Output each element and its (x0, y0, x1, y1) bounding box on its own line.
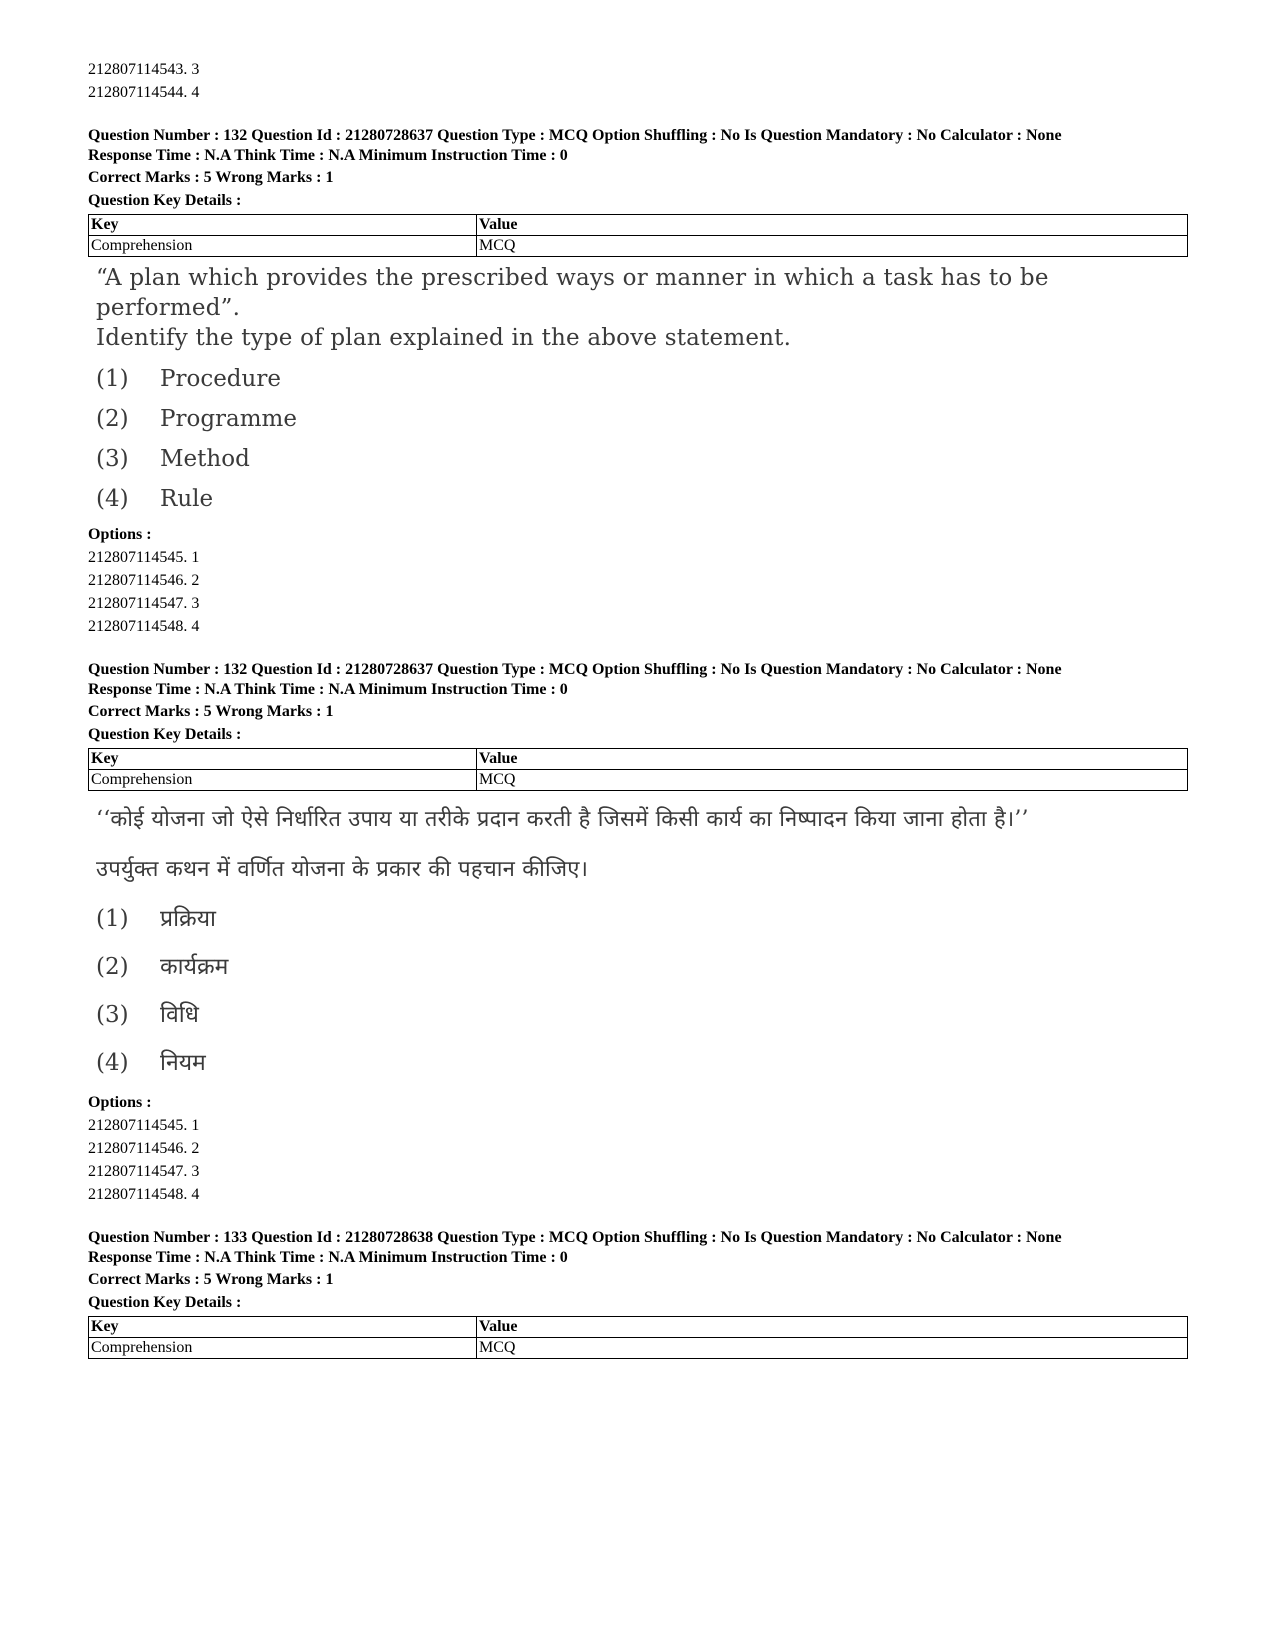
value-header: Value (477, 1317, 1188, 1338)
choice-text: प्रक्रिया (160, 906, 217, 932)
statement-line: उपर्युक्त कथन में वर्णित योजना के प्रकार की पहचान कीजिए। (96, 857, 589, 882)
choice-item (96, 895, 1188, 943)
choice-number: (3) (96, 446, 129, 472)
question-image (88, 795, 1188, 1087)
question-timing: Response Time : N.A Think Time : N.A Minimum Instruction Time : 0 (88, 681, 568, 698)
choice-number: (3) (96, 1002, 129, 1028)
option-item: 212807114548. 4 (88, 1186, 200, 1203)
value-header: Value (477, 749, 1188, 770)
key-cell: Comprehension (89, 1338, 477, 1359)
choice-number: (2) (96, 406, 129, 432)
key-header: Key (89, 749, 477, 770)
table-header-row (89, 1317, 1188, 1338)
question-image (88, 263, 1188, 519)
key-details-label: Question Key Details : (88, 192, 242, 209)
question-marks: Correct Marks : 5 Wrong Marks : 1 (88, 169, 334, 186)
key-header: Key (89, 215, 477, 236)
choice-text: Rule (160, 486, 214, 512)
question-block-132-hindi (88, 660, 1188, 1206)
question-header: Question Number : 132 Question Id : 21280728637 Question Type : MCQ Option Shuffling : No Is Question Mandatory : No Calculator : None (88, 127, 1062, 144)
question-timing: Response Time : N.A Think Time : N.A Minimum Instruction Time : 0 (88, 147, 568, 164)
value-cell: MCQ (477, 1338, 1188, 1359)
option-item: 212807114544. 4 (88, 84, 200, 101)
options-label: Options : (88, 526, 152, 543)
choice-item (96, 1039, 1188, 1087)
document-page (88, 58, 1188, 1359)
question-header: Question Number : 132 Question Id : 21280728637 Question Type : MCQ Option Shuffling : No Is Question Mandatory : No Calculator : None (88, 661, 1062, 678)
question-marks: Correct Marks : 5 Wrong Marks : 1 (88, 1271, 334, 1288)
key-details-table (88, 214, 1188, 257)
option-item: 212807114547. 3 (88, 595, 200, 612)
option-item: 212807114543. 3 (88, 61, 200, 78)
options-label: Options : (88, 1094, 152, 1111)
choice-text: कार्यक्रम (160, 954, 229, 980)
table-header-row (89, 749, 1188, 770)
key-header: Key (89, 1317, 477, 1338)
option-item: 212807114545. 1 (88, 549, 200, 566)
choice-item (96, 359, 1188, 399)
question-timing: Response Time : N.A Think Time : N.A Minimum Instruction Time : 0 (88, 1249, 568, 1266)
choice-number: (4) (96, 486, 129, 512)
choice-number: (1) (96, 906, 129, 932)
statement-line: ‘‘कोई योजना जो ऐसे निर्धारित उपाय या तरीके प्रदान करती है जिसमें किसी कार्य का निष्पादन किया जाना होता है।’’ (96, 807, 1029, 832)
value-cell: MCQ (477, 236, 1188, 257)
option-item: 212807114545. 1 (88, 1117, 200, 1134)
choice-text: Procedure (160, 366, 281, 392)
choice-text: विधि (160, 1002, 199, 1028)
choice-number: (2) (96, 954, 129, 980)
choice-text: Programme (160, 406, 297, 432)
question-marks: Correct Marks : 5 Wrong Marks : 1 (88, 703, 334, 720)
question-block-133 (88, 1228, 1188, 1359)
choice-item (96, 943, 1188, 991)
choice-number: (1) (96, 366, 129, 392)
choice-number: (4) (96, 1050, 129, 1076)
key-details-label: Question Key Details : (88, 1294, 242, 1311)
table-row (89, 1338, 1188, 1359)
option-item: 212807114546. 2 (88, 1140, 200, 1157)
key-cell: Comprehension (89, 236, 477, 257)
table-row (89, 770, 1188, 791)
choice-text: Method (160, 446, 250, 472)
choice-text: नियम (160, 1050, 206, 1076)
statement-line: “A plan which provides the prescribed ways or manner in which a task has to be performed”. (96, 265, 1049, 321)
option-item: 212807114546. 2 (88, 572, 200, 589)
table-header-row (89, 215, 1188, 236)
question-statement (96, 795, 1188, 895)
question-header: Question Number : 133 Question Id : 21280728638 Question Type : MCQ Option Shuffling : No Is Question Mandatory : No Calculator : None (88, 1229, 1062, 1246)
top-option-list (88, 58, 1188, 104)
option-item: 212807114548. 4 (88, 618, 200, 635)
key-cell: Comprehension (89, 770, 477, 791)
choice-item (96, 399, 1188, 439)
choice-item (96, 439, 1188, 479)
statement-line: Identify the type of plan explained in the above statement. (96, 325, 792, 351)
question-block-132-english (88, 126, 1188, 638)
option-item: 212807114547. 3 (88, 1163, 200, 1180)
key-details-label: Question Key Details : (88, 726, 242, 743)
table-row (89, 236, 1188, 257)
choice-item (96, 479, 1188, 519)
key-details-table (88, 748, 1188, 791)
choice-item (96, 991, 1188, 1039)
question-statement (96, 263, 1188, 353)
value-header: Value (477, 215, 1188, 236)
value-cell: MCQ (477, 770, 1188, 791)
key-details-table (88, 1316, 1188, 1359)
